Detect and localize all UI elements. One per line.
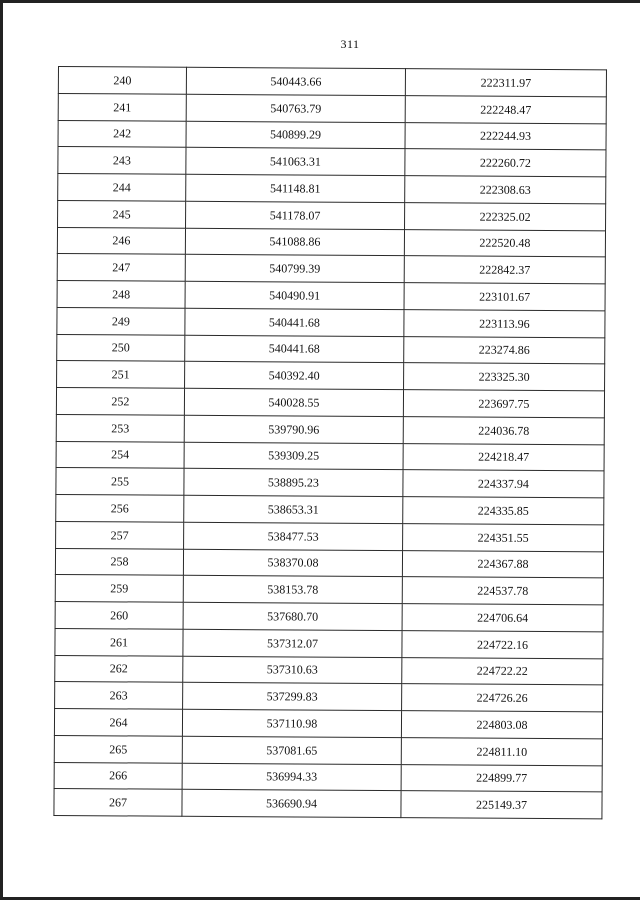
- coordinate-table-container: [53, 66, 606, 819]
- point-id-cell: 240: [58, 67, 186, 95]
- y-coordinate-cell: 223697.75: [403, 390, 604, 418]
- table-row: [56, 441, 604, 471]
- point-id-cell: 255: [56, 468, 184, 496]
- x-coordinate-cell: 538895.23: [184, 469, 403, 497]
- point-id-cell: 256: [56, 494, 184, 522]
- y-coordinate-cell: 224218.47: [403, 443, 604, 471]
- table-row: [57, 334, 605, 364]
- point-id-cell: 252: [56, 387, 184, 415]
- y-coordinate-cell: 222842.37: [404, 256, 605, 284]
- table-row: [54, 789, 602, 819]
- coordinate-table: [53, 66, 607, 819]
- x-coordinate-cell: 541063.31: [186, 148, 405, 176]
- x-coordinate-cell: 540441.68: [185, 308, 404, 336]
- y-coordinate-cell: 222308.63: [405, 176, 606, 204]
- y-coordinate-cell: 223325.30: [404, 363, 605, 391]
- table-row: [56, 387, 604, 417]
- point-id-cell: 254: [56, 441, 184, 469]
- x-coordinate-cell: 537312.07: [183, 629, 402, 657]
- table-row: [57, 280, 605, 310]
- point-id-cell: 262: [55, 655, 183, 683]
- point-id-cell: 248: [57, 280, 185, 308]
- x-coordinate-cell: 540028.55: [184, 388, 403, 416]
- point-id-cell: 246: [57, 227, 185, 255]
- page-number: 311: [340, 37, 360, 51]
- point-id-cell: 265: [54, 735, 182, 763]
- y-coordinate-cell: 222248.47: [405, 95, 606, 123]
- y-coordinate-cell: 223274.86: [404, 336, 605, 364]
- x-coordinate-cell: 541178.07: [186, 201, 405, 229]
- x-coordinate-cell: 538653.31: [184, 495, 403, 523]
- point-id-cell: 264: [54, 708, 182, 736]
- point-id-cell: 244: [58, 174, 186, 202]
- y-coordinate-cell: 224706.64: [402, 604, 603, 632]
- point-id-cell: 260: [55, 601, 183, 629]
- point-id-cell: 250: [57, 334, 185, 362]
- table-row: [58, 67, 606, 97]
- y-coordinate-cell: 224722.22: [402, 657, 603, 685]
- point-id-cell: 263: [55, 682, 183, 710]
- y-coordinate-cell: 224335.85: [403, 497, 604, 525]
- y-coordinate-cell: 223113.96: [404, 309, 605, 337]
- y-coordinate-cell: 222325.02: [405, 202, 606, 230]
- y-coordinate-cell: 222520.48: [404, 229, 605, 257]
- table-row: [57, 307, 605, 337]
- y-coordinate-cell: 222260.72: [405, 149, 606, 177]
- table-row: [55, 575, 603, 605]
- x-coordinate-cell: 538477.53: [184, 522, 403, 550]
- table-row: [54, 708, 602, 738]
- x-coordinate-cell: 538153.78: [183, 576, 402, 604]
- point-id-cell: 249: [57, 307, 185, 335]
- x-coordinate-cell: 539309.25: [184, 442, 403, 470]
- x-coordinate-cell: 537081.65: [182, 736, 401, 764]
- table-row: [57, 227, 605, 257]
- table-row: [58, 147, 606, 177]
- y-coordinate-cell: 224899.77: [401, 764, 602, 792]
- table-row: [55, 601, 603, 631]
- table-row: [55, 548, 603, 578]
- x-coordinate-cell: 540392.40: [185, 362, 404, 390]
- table-row: [56, 414, 604, 444]
- table-row: [54, 762, 602, 792]
- table-row: [58, 174, 606, 204]
- x-coordinate-cell: 540799.39: [185, 255, 404, 283]
- x-coordinate-cell: 541088.86: [185, 228, 404, 256]
- table-row: [56, 494, 604, 524]
- y-coordinate-cell: 224351.55: [403, 523, 604, 551]
- y-coordinate-cell: 222311.97: [405, 69, 606, 97]
- y-coordinate-cell: 224803.08: [401, 711, 602, 739]
- y-coordinate-cell: 224036.78: [403, 416, 604, 444]
- x-coordinate-cell: 541148.81: [186, 174, 405, 202]
- table-row: [55, 682, 603, 712]
- table-row: [55, 655, 603, 685]
- table-row: [56, 468, 604, 498]
- table-row: [55, 628, 603, 658]
- x-coordinate-cell: 538370.08: [183, 549, 402, 577]
- table-row: [58, 93, 606, 123]
- point-id-cell: 241: [58, 93, 186, 121]
- point-id-cell: 266: [54, 762, 182, 790]
- point-id-cell: 257: [56, 521, 184, 549]
- table-row: [57, 361, 605, 391]
- x-coordinate-cell: 537310.63: [183, 656, 402, 684]
- point-id-cell: 251: [57, 361, 185, 389]
- point-id-cell: 259: [55, 575, 183, 603]
- x-coordinate-cell: 537680.70: [183, 602, 402, 630]
- x-coordinate-cell: 536690.94: [182, 790, 401, 818]
- table-row: [58, 200, 606, 230]
- x-coordinate-cell: 537299.83: [183, 683, 402, 711]
- point-id-cell: 253: [56, 414, 184, 442]
- x-coordinate-cell: 540899.29: [186, 121, 405, 149]
- point-id-cell: 267: [54, 789, 182, 817]
- y-coordinate-cell: 222244.93: [405, 122, 606, 150]
- y-coordinate-cell: 224367.88: [402, 550, 603, 578]
- point-id-cell: 242: [58, 120, 186, 148]
- point-id-cell: 243: [58, 147, 186, 175]
- y-coordinate-cell: 224811.10: [401, 737, 602, 765]
- y-coordinate-cell: 224537.78: [402, 577, 603, 605]
- table-row: [57, 254, 605, 284]
- coordinate-table-body: [54, 67, 607, 819]
- x-coordinate-cell: 540443.66: [186, 67, 405, 95]
- y-coordinate-cell: 224337.94: [403, 470, 604, 498]
- point-id-cell: 245: [58, 200, 186, 228]
- table-row: [56, 521, 604, 551]
- y-coordinate-cell: 223101.67: [404, 283, 605, 311]
- table-row: [58, 120, 606, 150]
- x-coordinate-cell: 536994.33: [182, 763, 401, 791]
- y-coordinate-cell: 224726.26: [402, 684, 603, 712]
- x-coordinate-cell: 537110.98: [182, 709, 401, 737]
- x-coordinate-cell: 540490.91: [185, 281, 404, 309]
- x-coordinate-cell: 539790.96: [184, 415, 403, 443]
- point-id-cell: 261: [55, 628, 183, 656]
- point-id-cell: 258: [55, 548, 183, 576]
- table-row: [54, 735, 602, 765]
- x-coordinate-cell: 540441.68: [185, 335, 404, 363]
- x-coordinate-cell: 540763.79: [186, 94, 405, 122]
- point-id-cell: 247: [57, 254, 185, 282]
- y-coordinate-cell: 224722.16: [402, 630, 603, 658]
- y-coordinate-cell: 225149.37: [401, 791, 602, 819]
